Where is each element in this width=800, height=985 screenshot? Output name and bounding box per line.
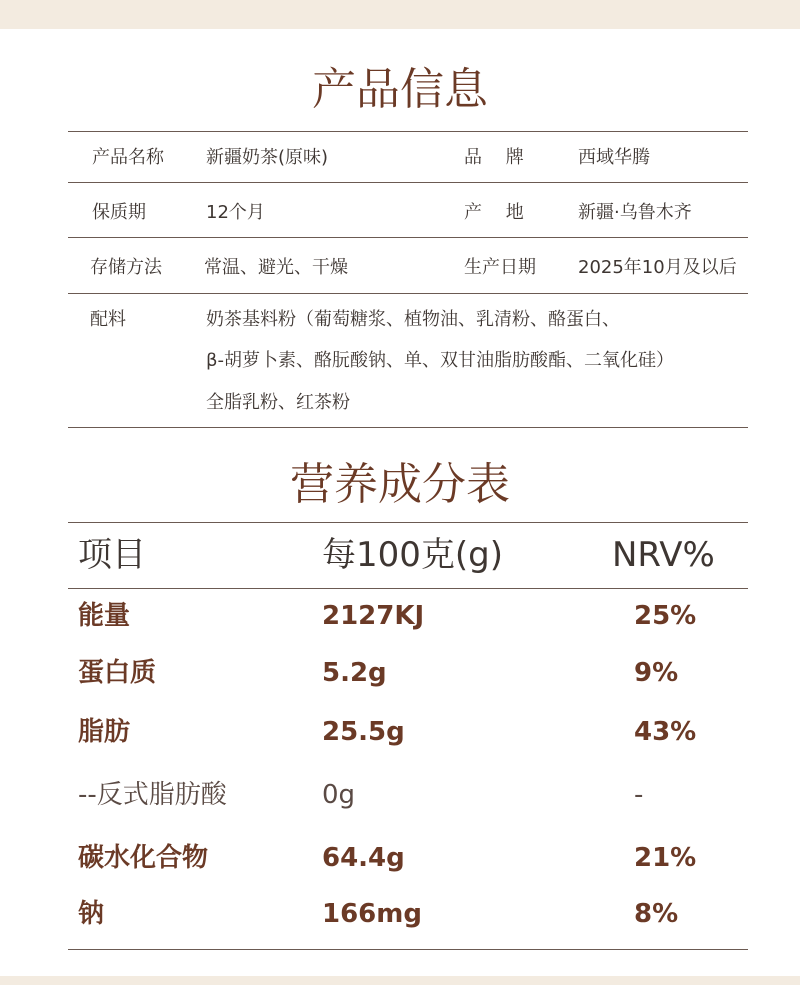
nutrient-name: 碳水化合物 <box>78 843 209 873</box>
nutrient-amount: 2127KJ <box>322 601 425 631</box>
header-per-100g: 每100克(g) <box>322 535 504 575</box>
divider <box>68 293 748 294</box>
nutrient-name: 脂肪 <box>78 717 131 747</box>
label-product-name: 产品名称 <box>92 147 164 168</box>
top-band <box>0 0 800 29</box>
divider <box>68 949 748 950</box>
value-storage: 常温、避光、干燥 <box>204 257 348 278</box>
nutrient-nrv: - <box>634 780 644 810</box>
header-item: 项目 <box>78 535 146 575</box>
nutrient-amount: 25.5g <box>322 717 405 747</box>
label-production-date: 生产日期 <box>464 257 536 278</box>
nutrition-title: 营养成分表 <box>290 459 510 510</box>
value-origin: 新疆·乌鲁木齐 <box>578 202 692 223</box>
divider <box>68 237 748 238</box>
label-ingredients: 配料 <box>90 309 126 330</box>
nutrient-nrv: 21% <box>634 843 697 873</box>
header-nrv: NRV% <box>612 535 715 575</box>
nutrient-nrv: 43% <box>634 717 697 747</box>
nutrient-amount: 0g <box>322 780 356 810</box>
nutrient-name: 钠 <box>78 899 105 929</box>
label-shelf-life: 保质期 <box>92 202 146 223</box>
nutrient-name: --反式脂肪酸 <box>78 780 227 810</box>
divider <box>68 522 748 523</box>
nutrient-nrv: 9% <box>634 658 679 688</box>
nutrient-amount: 64.4g <box>322 843 405 873</box>
nutrient-nrv: 8% <box>634 899 679 929</box>
nutrient-amount: 5.2g <box>322 658 387 688</box>
ingredients-line-3: 全脂乳粉、红茶粉 <box>206 392 350 413</box>
nutrient-name: 能量 <box>78 601 131 631</box>
label-origin: 产 地 <box>464 202 524 223</box>
value-brand: 西域华腾 <box>578 147 650 168</box>
nutrient-name: 蛋白质 <box>78 658 157 688</box>
divider <box>68 131 748 132</box>
divider <box>68 182 748 183</box>
product-info-title: 产品信息 <box>312 64 488 115</box>
bottom-band <box>0 976 800 985</box>
label-storage: 存储方法 <box>90 257 162 278</box>
divider <box>68 427 748 428</box>
value-shelf-life: 12个月 <box>206 202 265 223</box>
ingredients-line-2: β-胡萝卜素、酪朊酸钠、单、双甘油脂肪酸酯、二氧化硅） <box>206 350 674 371</box>
value-production-date: 2025年10月及以后 <box>578 257 737 278</box>
ingredients-line-1: 奶茶基料粉（葡萄糖浆、植物油、乳清粉、酪蛋白、 <box>206 309 620 330</box>
label-brand: 品 牌 <box>464 147 524 168</box>
value-product-name: 新疆奶茶(原味) <box>206 147 329 168</box>
divider <box>68 588 748 589</box>
nutrient-amount: 166mg <box>322 899 422 929</box>
nutrient-nrv: 25% <box>634 601 697 631</box>
